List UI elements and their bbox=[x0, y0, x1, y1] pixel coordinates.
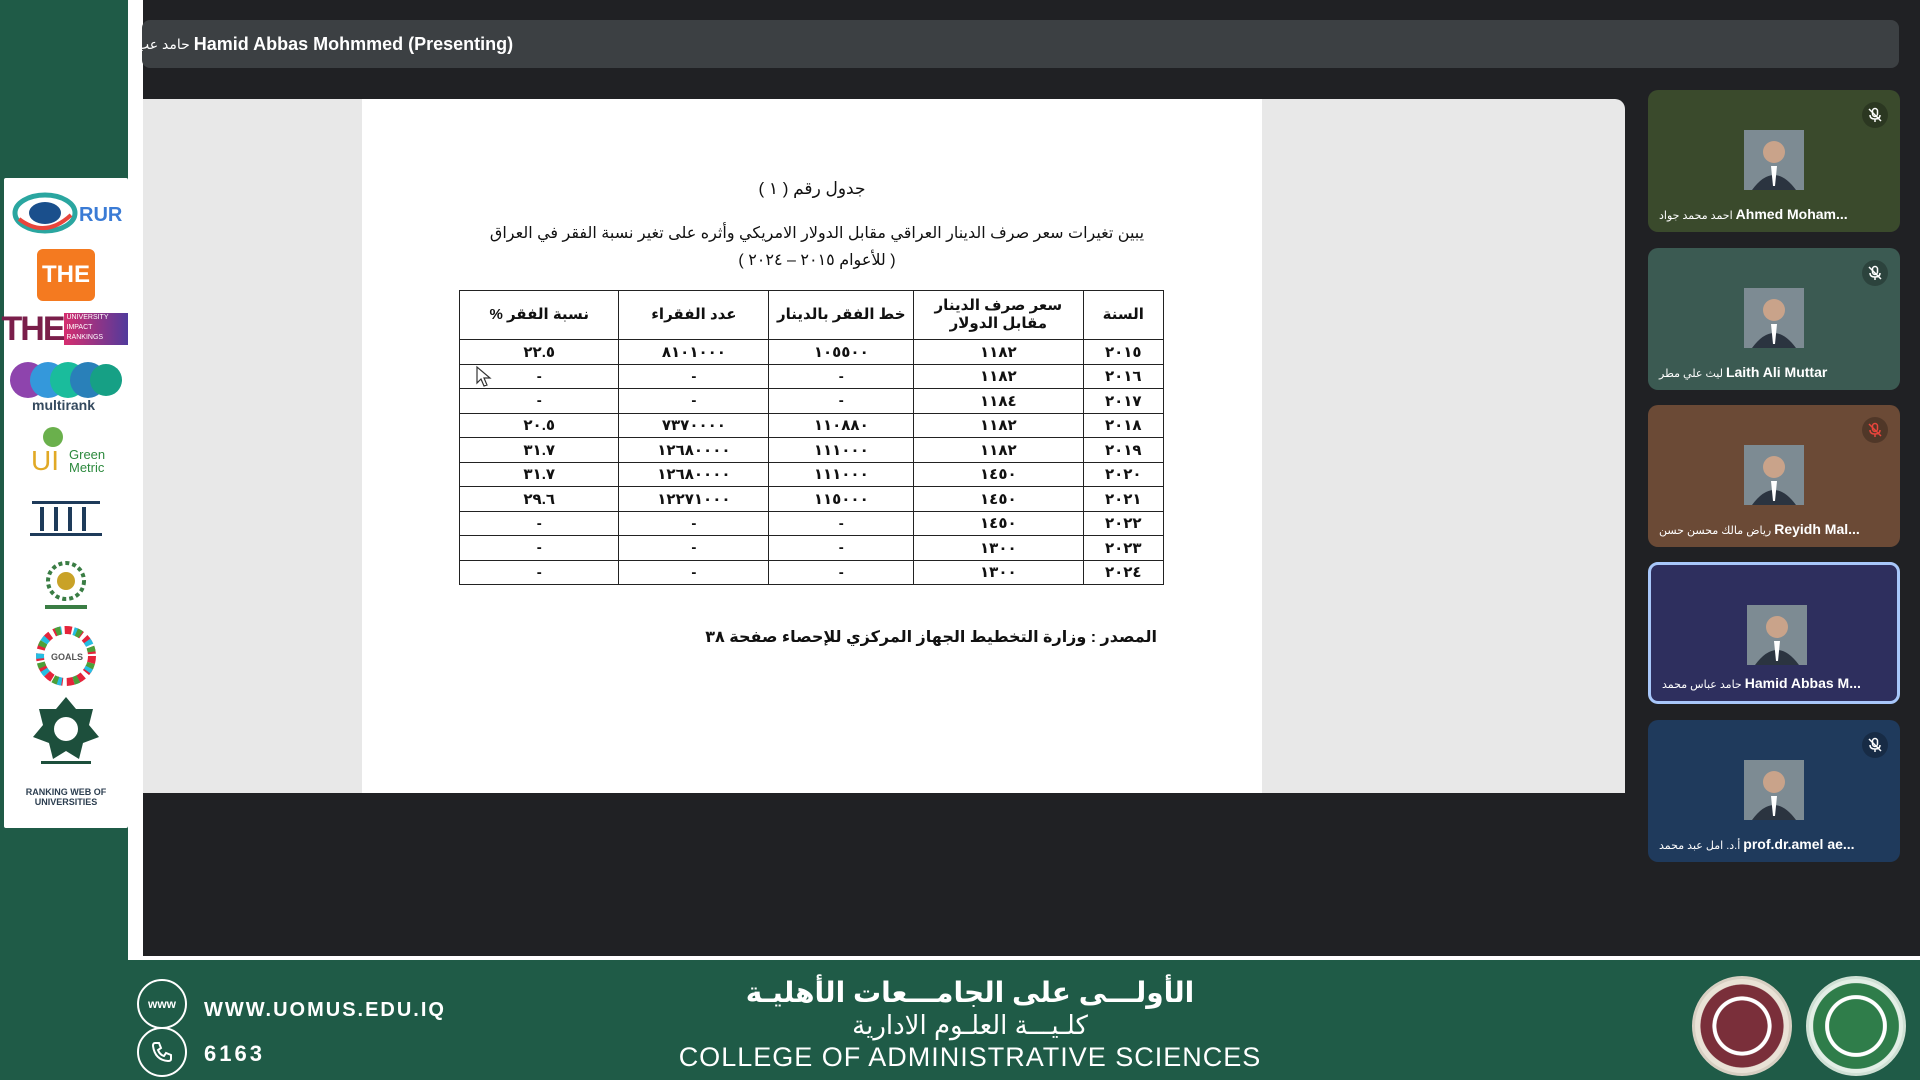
participant-name-english: Ahmed Moham... bbox=[1735, 206, 1848, 222]
participant-name bbox=[1662, 675, 1861, 691]
participant-name-english: Laith Ali Muttar bbox=[1725, 364, 1828, 380]
poverty-data-table bbox=[459, 290, 1164, 585]
u-multirank-logo bbox=[4, 356, 128, 416]
subtitle-line-1: يبين تغيرات سعر صرف الدينار العراقي مقابل الدولار الامريكي وأثره على تغير نسبة الفقر في العراق bbox=[489, 225, 1145, 242]
table-cell: - bbox=[769, 560, 914, 585]
presentation-screen[interactable] bbox=[143, 99, 1625, 793]
table-cell: ١٣٠٠ bbox=[914, 560, 1083, 585]
the-logo-text: THE bbox=[37, 249, 95, 301]
table-cell: - bbox=[619, 364, 769, 389]
table-cell: ٢٠٢٤ bbox=[1083, 560, 1163, 585]
table-cell: ١٢٢٧١٠٠٠ bbox=[619, 487, 769, 512]
document-page bbox=[362, 99, 1262, 793]
mic-muted-icon bbox=[1862, 102, 1888, 128]
table-cell: ١١٨٢ bbox=[914, 364, 1083, 389]
participant-name-arabic: رياض مالك محسن حسن bbox=[1659, 525, 1772, 537]
table-cell: - bbox=[769, 364, 914, 389]
sdg-goals-logo bbox=[4, 626, 128, 686]
table-header-cell: خط الفقر بالدينار bbox=[769, 291, 914, 340]
college-seal bbox=[1692, 976, 1792, 1076]
table-cell: ٢٩.٦ bbox=[460, 487, 619, 512]
banner-line-2: كلـيـــة العلـوم الادارية bbox=[852, 1010, 1088, 1040]
table-cell: ١٢٦٨٠٠٠٠ bbox=[619, 438, 769, 463]
table-cell: ٨١٠١٠٠٠ bbox=[619, 340, 769, 365]
table-cell: ١١٨٢ bbox=[914, 340, 1083, 365]
table-cell: ١١٨٢ bbox=[914, 438, 1083, 463]
table-row bbox=[460, 511, 1164, 536]
table-subtitle bbox=[432, 220, 1202, 274]
table-cell: ٢٠١٩ bbox=[1083, 438, 1163, 463]
participant-name bbox=[1659, 836, 1855, 852]
table-header-cell: عدد الفقراء bbox=[619, 291, 769, 340]
table-cell: ١١٠٨٨٠ bbox=[769, 413, 914, 438]
participant-avatar bbox=[1747, 605, 1807, 665]
table-cell: ٣١.٧ bbox=[460, 438, 619, 463]
participant-avatar bbox=[1744, 288, 1804, 348]
table-cell: ٢٠٢٣ bbox=[1083, 536, 1163, 561]
mic-muted-icon bbox=[1862, 732, 1888, 758]
table-cell: ١١٥٠٠٠ bbox=[769, 487, 914, 512]
table-header-row bbox=[460, 291, 1164, 340]
table-cell: - bbox=[460, 536, 619, 561]
participant-name-arabic: احمد محمد جواد bbox=[1659, 210, 1733, 222]
table-cell: - bbox=[769, 389, 914, 414]
table-title: جدول رقم ( ١ ) bbox=[758, 179, 866, 198]
table-cell: ٢٠١٦ bbox=[1083, 364, 1163, 389]
subtitle-line-2: ( للأعوام ٢٠١٥ – ٢٠٢٤ ) bbox=[738, 252, 896, 269]
table-cell: ٧٣٧٠٠٠٠ bbox=[619, 413, 769, 438]
table-cell: - bbox=[460, 560, 619, 585]
participant-name-english: prof.dr.amel ae... bbox=[1743, 836, 1855, 852]
participant-name-arabic: حامد عباس محمد bbox=[1662, 679, 1742, 691]
banner-line-1: الأولـــى على الجامـــعات الأهليـة bbox=[745, 977, 1195, 1008]
the-logo bbox=[4, 248, 128, 302]
rur-logo-text: RUR bbox=[79, 204, 123, 226]
table-row bbox=[460, 438, 1164, 463]
phone-number: 6163 bbox=[204, 1041, 265, 1066]
participant-name bbox=[1659, 206, 1848, 222]
table-cell: ٢٠٢١ bbox=[1083, 487, 1163, 512]
table-cell: ١١١٠٠٠ bbox=[769, 462, 914, 487]
impact-the-text: THE bbox=[1, 309, 64, 348]
impact-label: UNIVERSITY IMPACT RANKINGS bbox=[64, 313, 131, 345]
table-cell: ١٣٠٠ bbox=[914, 536, 1083, 561]
table-cell: - bbox=[460, 364, 619, 389]
rur-logo bbox=[4, 188, 128, 238]
table-cell: ٢٠١٨ bbox=[1083, 413, 1163, 438]
presenter-bar bbox=[136, 20, 1899, 68]
mic-muted-icon bbox=[1862, 260, 1888, 286]
the-impact-rankings-logo bbox=[1, 308, 128, 350]
table-cell: - bbox=[460, 511, 619, 536]
table-row bbox=[460, 462, 1164, 487]
table-cell: - bbox=[769, 536, 914, 561]
website-icon bbox=[137, 979, 187, 1029]
table-cell: - bbox=[619, 389, 769, 414]
table-cell: ١٤٥٠ bbox=[914, 462, 1083, 487]
mouse-cursor-icon bbox=[476, 366, 492, 393]
phone-icon bbox=[137, 1027, 187, 1077]
table-cell: ١١٨٢ bbox=[914, 413, 1083, 438]
sdg-text: GOALS bbox=[51, 652, 84, 662]
metric-text: Metric bbox=[69, 460, 105, 475]
table-row bbox=[460, 560, 1164, 585]
table-cell: - bbox=[619, 536, 769, 561]
participant-name-english: Hamid Abbas M... bbox=[1744, 675, 1861, 691]
table-cell: ١٢٦٨٠٠٠٠ bbox=[619, 462, 769, 487]
www-icon-text: www bbox=[147, 997, 176, 1011]
source-note: المصدر : وزارة التخطيط الجهاز المركزي للإحصاء صفحة ٣٨ bbox=[705, 629, 1157, 646]
table-cell: ١١٨٤ bbox=[914, 389, 1083, 414]
participant-name-arabic: أ.د. امل عبد محمد bbox=[1659, 840, 1741, 852]
table-cell: ٢٠٢٠ bbox=[1083, 462, 1163, 487]
ui-text: UI bbox=[31, 445, 59, 476]
table-row bbox=[460, 487, 1164, 512]
webometrics-text: RANKING WEB OF UNIVERSITIES bbox=[25, 787, 107, 807]
participant-name-arabic: ليث علي مطر bbox=[1659, 368, 1723, 380]
table-row bbox=[460, 340, 1164, 365]
table-cell: - bbox=[619, 560, 769, 585]
table-cell: ١٤٥٠ bbox=[914, 487, 1083, 512]
table-cell: ٢٠١٥ bbox=[1083, 340, 1163, 365]
mic-muted-icon bbox=[1862, 417, 1888, 443]
table-header-cell: نسبة الفقر % bbox=[460, 291, 619, 340]
presenter-prefix: حامد عب bbox=[136, 35, 190, 52]
table-cell: ١٠٥٥٠٠ bbox=[769, 340, 914, 365]
university-seal bbox=[1806, 976, 1906, 1076]
website-url: WWW.UOMUS.EDU.IQ bbox=[204, 999, 446, 1021]
table-cell: ٢٠٢٢ bbox=[1083, 511, 1163, 536]
participant-tile[interactable] bbox=[1648, 720, 1900, 862]
table-cell: ٢٢.٥ bbox=[460, 340, 619, 365]
multirank-text: multirank bbox=[32, 397, 96, 413]
table-header-cell: السنة bbox=[1083, 291, 1163, 340]
participant-avatar bbox=[1744, 760, 1804, 820]
columns-logo bbox=[4, 494, 128, 542]
arab-engineers-logo bbox=[4, 694, 128, 768]
table-cell: ٢٠١٧ bbox=[1083, 389, 1163, 414]
ui-greenmetric-logo bbox=[4, 424, 128, 484]
participant-name bbox=[1659, 364, 1827, 380]
green-text: Green bbox=[69, 447, 106, 462]
participant-tile[interactable] bbox=[1648, 90, 1900, 232]
table-row bbox=[460, 389, 1164, 414]
table-header-cell: سعر صرف الدينار مقابل الدولار bbox=[914, 291, 1083, 340]
table-cell: - bbox=[460, 389, 619, 414]
banner-line-3: COLLEGE OF ADMINISTRATIVE SCIENCES bbox=[678, 1042, 1262, 1072]
table-row bbox=[460, 364, 1164, 389]
table-cell: - bbox=[619, 511, 769, 536]
participant-avatar bbox=[1744, 130, 1804, 190]
participant-tile[interactable] bbox=[1648, 562, 1900, 704]
participant-name-english: Reyidh Mal... bbox=[1774, 521, 1860, 537]
webometrics-logo bbox=[4, 782, 128, 812]
table-cell: ١٤٥٠ bbox=[914, 511, 1083, 536]
table-body bbox=[460, 340, 1164, 585]
table-cell: - bbox=[769, 511, 914, 536]
table-cell: ٣١.٧ bbox=[460, 462, 619, 487]
presenter-title: Hamid Abbas Mohmmed (Presenting) bbox=[193, 33, 514, 54]
participant-avatar bbox=[1744, 445, 1804, 505]
table-row bbox=[460, 536, 1164, 561]
table-row bbox=[460, 413, 1164, 438]
arab-universities-logo bbox=[4, 556, 128, 616]
table-cell: ١١١٠٠٠ bbox=[769, 438, 914, 463]
ranking-logos-panel bbox=[1, 178, 128, 828]
table-cell: ٢٠.٥ bbox=[460, 413, 619, 438]
participant-tile[interactable] bbox=[1648, 405, 1900, 547]
participant-tile[interactable] bbox=[1648, 248, 1900, 390]
college-banner bbox=[520, 976, 1420, 1073]
participant-name bbox=[1659, 521, 1860, 537]
